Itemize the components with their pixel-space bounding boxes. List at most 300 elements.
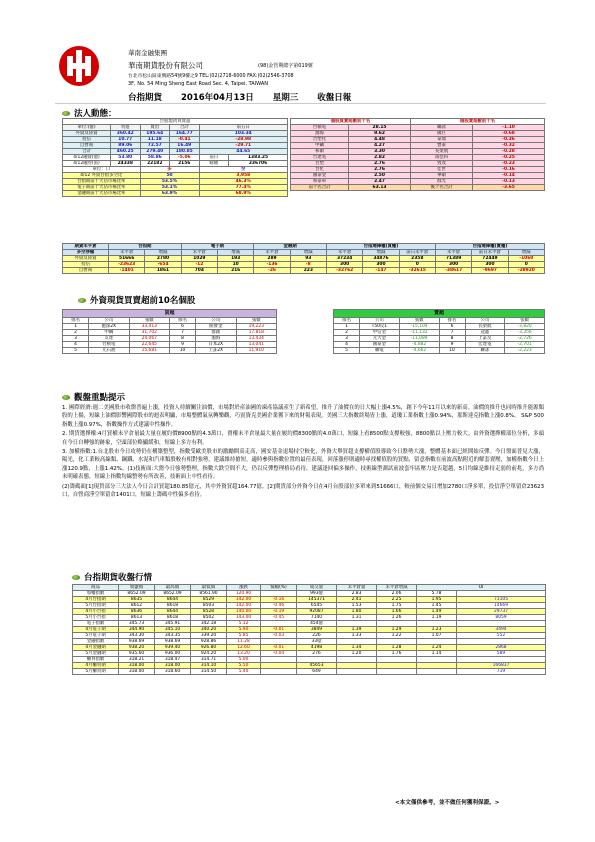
table-cell: 11.28 (227, 639, 261, 645)
table-cell: 7 (170, 330, 196, 336)
foreign-sell-table (333, 309, 545, 354)
table-cell: 2.06 (377, 591, 417, 597)
table-cell: 552 (457, 633, 546, 639)
table-cell: -28920 (508, 268, 544, 274)
buy-title: 買超 (63, 310, 277, 318)
table-cell: 318.00 (119, 663, 155, 669)
table-cell: 339.20 (191, 633, 227, 639)
table-cell: -136 (254, 262, 290, 268)
table-cell: 金融期前十大佔市場比率 (63, 191, 141, 197)
table-cell: 後十名合計 (411, 185, 473, 191)
table-cell: 140.00 (227, 609, 261, 615)
table-cell: 236706 (229, 161, 288, 167)
table-cell: 1.22 (377, 633, 417, 639)
table-cell: 台達電 (291, 155, 349, 161)
col-header: 公司 (360, 318, 400, 324)
table-cell: -0.25 (473, 155, 545, 161)
table-cell: 8612 (119, 603, 155, 609)
table-cell: 中鋼 (89, 330, 130, 336)
table-cell: 935.60 (119, 651, 155, 657)
table-cell: 1861 (145, 268, 181, 274)
table-cell: 15,681 (129, 348, 170, 354)
table-cell: 22,645 (129, 342, 170, 348)
table-cell: 4/12融資(億) (63, 155, 111, 161)
table-cell: -0.13 (473, 179, 545, 185)
table-cell: 4/12融券(張) (63, 161, 111, 167)
table-cell: 2 (334, 330, 360, 336)
table-cell: 宏達電 (465, 342, 505, 348)
col-header: 排名 (170, 318, 196, 324)
col-header: 張數 (236, 318, 277, 324)
table-cell: 92087 (297, 609, 337, 615)
table-cell: 上証反 (465, 336, 505, 342)
table-cell: 台塑 (291, 161, 349, 167)
table-cell: 長榮航 (411, 149, 473, 155)
table-cell: 142.00 (227, 603, 261, 609)
table-cell: 939.40 (155, 645, 191, 651)
table-cell: 8618 (155, 615, 191, 621)
table-cell: 1 (63, 324, 89, 330)
table-cell: 台積電 (291, 125, 349, 131)
col-header: 未平倉 (181, 250, 217, 256)
table-cell: 2780 (145, 256, 181, 262)
bullet-icon (62, 395, 70, 400)
table-cell: 冠鑫 (465, 330, 505, 336)
table-cell: 6 (170, 324, 196, 330)
table-cell: 33,413 (129, 324, 170, 330)
table-cell: -4,882 (399, 342, 439, 348)
table-cell: 空 (199, 167, 288, 173)
col-header: 排名 (334, 318, 360, 324)
table-cell: 5月台指期 (73, 603, 119, 609)
table-cell: -29.71 (199, 143, 288, 149)
report-product: 台指期貨 (128, 93, 163, 103)
table-cell: 4198 (297, 645, 337, 651)
col-header: OI (417, 585, 546, 591)
table-cell: 22182 (140, 161, 170, 167)
group-name: 華南金融集團 (128, 49, 167, 57)
table-cell: -0.23 (473, 161, 545, 167)
table-cell: 340.20 (191, 627, 227, 633)
table-cell: 8644 (155, 609, 191, 615)
table-cell: 318.60 (155, 669, 191, 675)
table-cell: 1383.25 (229, 155, 288, 161)
outlook-paragraph-3: 3. 加權指數:1.台北股市今日攻勢仍在構築整型，指數受歐美股市的激勵開高走高，國安基金退場持空較化，外資大舉買超支撐權值股導致今日盤勢大漲，整體基本面已經開始反彈。今日盤面普見大漲，陽光，化工業較高線類、鋼鐵、水泥和汽車類股較有相對強勢，建議維持搶短，適時參與指數位置的最佳表現，回落漲停則適時尋找權值股的買點，留意指數在前波高點附近的解套賣壓，加權指數今日上漲120.9點，上漲1.42%。(1)技術面:大盤今日強勢整理，指數大跌空間不大，仍以反彈整理格局看待，建議逢回偏多操作，技術線型測試前波套牢區壓力是否超越，5日均線是維持走弱的前兆，多方尚未明確表態，短線上指數均線整勢有所改善，技術面上中性看待。 (62, 449, 544, 481)
table-cell: 31,702 (129, 330, 170, 336)
table-cell: -0.01 (261, 645, 297, 651)
foreign-buy-table (62, 309, 277, 354)
table-cell: 300 (363, 262, 399, 268)
table-cell: 24,067 (129, 336, 170, 342)
col-header: 買進 (111, 125, 141, 131)
table-cell: 1.29 (377, 627, 417, 633)
address-en: 3F, No. 54 Ming Sheng East Road Sec. 4, Taipei, TAIWAN (128, 81, 269, 87)
top-stocks-table (290, 118, 545, 191)
logo (55, 44, 103, 88)
table-cell: 前十名合計 (291, 185, 349, 191)
table-cell: -15,104 (399, 324, 439, 330)
table-cell: 5 (63, 348, 89, 354)
table-cell: 櫃買指數 (73, 657, 119, 663)
table-cell: 318.47 (155, 657, 191, 663)
col-header: 前日未平倉 (399, 250, 435, 256)
table-cell: 2.76 (349, 167, 411, 173)
table-cell: 11,910 (236, 348, 277, 354)
table-cell: 滬深2X (89, 324, 130, 330)
table-cell: 4月櫃買期 (73, 663, 119, 669)
table-cell: 4.27 (349, 143, 411, 149)
table-cell: 2.82 (349, 155, 411, 161)
table-cell: 5.78 (417, 591, 457, 597)
table-cell: 10 (439, 348, 465, 354)
table-cell: 鴻海 (291, 131, 349, 137)
futures-quotes-body (73, 591, 546, 675)
table-cell: 8636 (119, 609, 155, 615)
table-cell: 53.1% (140, 185, 199, 191)
table-cell: 中信金 (360, 330, 400, 336)
table-cell: 8652.09 (155, 591, 191, 597)
col-header: 電子期 (181, 244, 254, 250)
futures-quotes-table (72, 584, 546, 675)
col-header: 未平倉增減 (377, 585, 417, 591)
table-cell: -11,089 (399, 336, 439, 342)
table-cell: 53.5% (140, 179, 199, 185)
table-cell: -0.68 (473, 131, 545, 137)
col-header: 期貨未平倉 (63, 244, 109, 250)
table-cell: -0.45 (261, 615, 297, 621)
report-date: 2016年04月13日 (180, 93, 254, 103)
col-header: 台指選擇權(賣權) (435, 244, 544, 250)
table-cell: -3,356 (505, 330, 545, 336)
col-header: 最高價 (155, 585, 191, 591)
table-cell: 2.25 (377, 597, 417, 603)
table-cell: 5 (334, 348, 360, 354)
table-cell: 國泰金 (360, 342, 400, 348)
col-header: 收盤價 (119, 585, 155, 591)
table-cell: 72.57 (140, 143, 170, 149)
top-buy-title: 個股買賣超數前十名 (291, 119, 411, 125)
table-cell: 4 (63, 342, 89, 348)
table-cell: -0.46 (261, 603, 297, 609)
table-cell: 344.90 (119, 627, 155, 633)
table-cell: 聯電 (360, 348, 400, 354)
table-cell: 12.60 (227, 645, 261, 651)
col-header: 未平倉 (254, 250, 290, 256)
license-number: (98)金管期總字第019號 (258, 63, 313, 69)
table-cell: 2.41 (337, 597, 377, 603)
table-cell: 29737 (457, 609, 546, 615)
bullet-icon (72, 575, 80, 580)
table-cell: 1.66 (377, 609, 417, 615)
table-cell: 300 (435, 262, 471, 268)
table-cell: 993億 (297, 591, 337, 597)
table-cell: -654 (145, 262, 181, 268)
table-cell: 南亞科 (411, 155, 473, 161)
table-cell: 投信 (63, 262, 109, 268)
table-cell: 4/12 外資台指多空比 (63, 173, 141, 179)
table-cell: 34876 (363, 256, 399, 262)
col-header: 未平倉 (326, 250, 362, 256)
futures-quotes-heading: 台指期貨收盤行情 (72, 571, 152, 583)
table-cell: 166837 (457, 663, 546, 669)
table-cell: 外資及陸資 (63, 256, 109, 262)
table-cell: 318.00 (155, 663, 191, 669)
table-cell: 加權指數 (73, 591, 119, 597)
table-cell: 53.80 (111, 155, 141, 161)
table-cell: 93 (290, 256, 326, 262)
table-cell: 276 (297, 651, 337, 657)
foreign-top10-heading: 外資現貨買賣超前10名個股 (78, 294, 195, 306)
col-header: 排名 (63, 318, 89, 324)
table-cell: 300 (326, 262, 362, 268)
table-cell: 63.13 (349, 185, 411, 191)
table-cell: 3,958 (199, 173, 288, 179)
table-cell: 345.73 (119, 621, 155, 627)
table-cell: 345.10 (155, 627, 191, 633)
table-cell: 群創 (196, 330, 237, 336)
table-cell: 704 (181, 268, 217, 274)
col-header: 合計 (170, 125, 200, 131)
table-cell: 10 (217, 262, 253, 268)
table-cell: 44.65 (199, 149, 288, 155)
table-cell: 6 (439, 324, 465, 330)
col-header: 張數 (129, 318, 170, 324)
table-cell: 936.00 (155, 651, 191, 657)
table-cell: 103.34 (199, 131, 288, 137)
table-cell: 鴻海 (196, 336, 237, 342)
table-cell: 37234 (326, 256, 362, 262)
table-cell: 8529 (191, 597, 227, 603)
table-cell: -0.28 (473, 149, 545, 155)
table-cell: 自營商 (63, 143, 111, 149)
table-cell: 1.31 (337, 615, 377, 621)
table-cell: 45653 (297, 663, 337, 669)
institutional-heading: 法人動態： (62, 107, 117, 119)
table-cell: 589 (457, 651, 546, 657)
table-cell: -0.19 (261, 609, 297, 615)
table-cell: -0.32 (473, 143, 545, 149)
table-cell: 454億 (297, 621, 337, 627)
table-cell: 24338 (111, 161, 141, 167)
table-cell (337, 669, 377, 675)
table-cell: 1.28 (377, 645, 417, 651)
col-header: 最低價 (191, 585, 227, 591)
col-header: 張數 (505, 318, 545, 324)
col-header: 增減 (145, 250, 181, 256)
table-cell (261, 669, 297, 675)
table-cell: 649 (297, 669, 337, 675)
col-header: 漲跌 (227, 585, 261, 591)
col-header: 台指期 (109, 244, 182, 250)
futures-oi-table (62, 243, 545, 274)
table-cell: 314.10 (191, 663, 227, 669)
table-cell: 單位：口 (63, 167, 141, 173)
table-cell: 4月小台指 (73, 609, 119, 615)
table-cell: 1.23 (417, 627, 457, 633)
table-cell: 4.48 (349, 137, 411, 143)
table-cell: 4月金融期 (73, 645, 119, 651)
col-header: 多空淨額 (63, 250, 109, 256)
table-cell: 上証2X (196, 348, 237, 354)
table-cell: 聯詠 (465, 348, 505, 354)
table-cell: 前日 (199, 155, 229, 161)
table-cell: 華碩 (411, 173, 473, 179)
spot-trading-table (62, 118, 288, 197)
table-cell: -3.65 (473, 185, 545, 191)
table-cell: -0.03 (261, 633, 297, 639)
table-cell: 164.77 (170, 131, 200, 137)
table-cell: -11,132 (399, 330, 439, 336)
table-cell: 7 (439, 330, 465, 336)
table-row (73, 669, 546, 675)
table-cell: 279.40 (140, 149, 170, 155)
spot-table-title: 台股現貨買賣超 (63, 119, 288, 125)
table-cell: 自營商 (63, 268, 109, 274)
table-cell: 928.86 (191, 639, 227, 645)
table-cell: 11.18 (140, 137, 170, 143)
table-cell: 938.69 (119, 639, 155, 645)
table-cell: 8644 (155, 597, 191, 603)
table-cell: 1.26 (377, 615, 417, 621)
table-cell: 342.18 (191, 621, 227, 627)
table-cell: 8503 (191, 603, 227, 609)
table-cell: 10 (170, 348, 196, 354)
table-cell: 143.00 (227, 615, 261, 621)
table-cell: 4月電子期 (73, 627, 119, 633)
table-cell: 8 (439, 336, 465, 342)
table-cell: 台指期前十大佔市場比率 (63, 179, 141, 185)
table-cell: 318.21 (119, 657, 155, 663)
table-cell: -8 (290, 262, 326, 268)
outlook-body (62, 404, 544, 499)
table-cell: -2,726 (505, 336, 545, 342)
table-cell: 1.19 (417, 615, 457, 621)
table-cell: 51666 (109, 256, 145, 262)
col-header: 增減 (363, 250, 399, 256)
table-cell: 8059 (457, 615, 546, 621)
col-header: 增減 (290, 250, 326, 256)
table-cell: 1.80 (337, 609, 377, 615)
table-cell: 13.20 (227, 651, 261, 657)
table-cell: 5.40 (227, 669, 261, 675)
table-cell: -23623 (109, 262, 145, 268)
table-cell: 7140 (297, 615, 337, 621)
col-header: 未平倉量 (337, 585, 377, 591)
table-cell: 5月小台指 (73, 615, 119, 621)
table-cell: 0 (399, 262, 435, 268)
table-cell: 6545 (297, 603, 337, 609)
col-header: 增減 (508, 250, 544, 256)
table-cell: 中鋼 (291, 143, 349, 149)
table-cell: 1.24 (417, 645, 457, 651)
table-cell: -0.41 (170, 137, 200, 143)
table-cell: 19,223 (236, 324, 277, 330)
table-cell: 1.33 (337, 633, 377, 639)
table-cell: 1.39 (337, 627, 377, 633)
table-cell: 友達 (89, 336, 130, 342)
table-cell: 28.15 (349, 125, 411, 131)
table-cell: 193 (217, 256, 253, 262)
col-header: 張數 (399, 318, 439, 324)
table-cell: 5月金融期 (73, 651, 119, 657)
table-cell: -0.16 (473, 167, 545, 173)
table-cell: 318.00 (119, 669, 155, 675)
table-cell: 外資及陸資 (63, 131, 111, 137)
table-cell: -12 (181, 262, 217, 268)
table-cell: T50反1 (360, 324, 400, 330)
table-cell: 719 (457, 669, 546, 675)
table-cell: 314.71 (191, 657, 227, 663)
table-cell: 8652.09 (119, 591, 155, 597)
col-header: 價幅(%) (261, 585, 297, 591)
outlook-paragraph-2: 2. 期貨選擇權:4月買權未平倉量最大量在履約價8900點的4.3萬口，賣權未平倉量最大量在履約價8300點的4.0萬口，短線上看8500點支撐較強，8800點以上壓力較大。由外資選擇權部位分析，多頭在今日自轉強的跡象，空頭部位略顯緩和，短線上多方有利。 (62, 431, 544, 446)
col-header: 成交量 (297, 585, 337, 591)
table-cell: 71105 (457, 597, 546, 603)
table-cell: 3 (63, 336, 89, 342)
table-cell: 2.76 (349, 161, 411, 167)
table-cell: 國巨 (411, 131, 473, 137)
col-header: 未平倉 (109, 250, 145, 256)
table-cell: 和碩 (291, 149, 349, 155)
table-cell: 8618 (155, 603, 191, 609)
sell-title: 賣超 (334, 310, 545, 318)
table-cell: -5.06 (170, 155, 200, 161)
table-cell: 2358 (399, 256, 435, 262)
table-cell: 13,434 (236, 336, 277, 342)
table-cell (417, 669, 457, 675)
table-cell: 1.07 (417, 633, 457, 639)
table-cell: 和泰車 (291, 179, 349, 185)
col-header: 公司 (196, 318, 237, 324)
table-cell: 2.83 (337, 591, 377, 597)
table-cell: 314.50 (191, 669, 227, 675)
table-cell: 3494 (457, 627, 546, 633)
table-cell: 4 (334, 342, 360, 348)
table-cell: 924.20 (191, 651, 227, 657)
table-cell: 142.00 (227, 597, 261, 603)
table-cell: 致茂 (411, 161, 473, 167)
table-cell: 938.20 (119, 645, 155, 651)
table-cell: 1.20 (337, 651, 377, 657)
table-cell: 5.50 (227, 663, 261, 669)
table-cell: -9697 (472, 268, 508, 274)
table-cell: 1.76 (377, 651, 417, 657)
col-header: 金融期 (254, 244, 327, 250)
table-cell: 226 (297, 633, 337, 639)
table-cell: 46.3% (199, 179, 288, 185)
table-cell: 台化 (291, 167, 349, 173)
bullet-icon (78, 298, 86, 303)
table-cell: 群光 (411, 179, 473, 185)
table-cell: 89.06 (111, 143, 141, 149)
table-cell: 國泰金 (291, 173, 349, 179)
col-header: 未平倉 (435, 250, 471, 256)
table-cell: 8561.90 (191, 591, 227, 597)
table-cell: 電子指數 (73, 621, 119, 627)
table-cell: -32762 (326, 268, 362, 274)
table-cell: -4,662 (399, 348, 439, 354)
table-cell: 金融指數 (73, 639, 119, 645)
col-header: 增減 (217, 250, 253, 256)
table-cell: 聯詠 (411, 125, 473, 131)
table-cell: 投信 (63, 137, 111, 143)
table-cell: 63.9% (140, 191, 199, 197)
table-cell: 電子期前十大佔市場比率 (63, 185, 141, 191)
table-cell: 360.42 (111, 131, 141, 137)
table-cell: 345.91 (155, 621, 191, 627)
col-header: 前日未平倉 (472, 250, 508, 256)
table-cell: 泰鼎 (411, 137, 473, 143)
